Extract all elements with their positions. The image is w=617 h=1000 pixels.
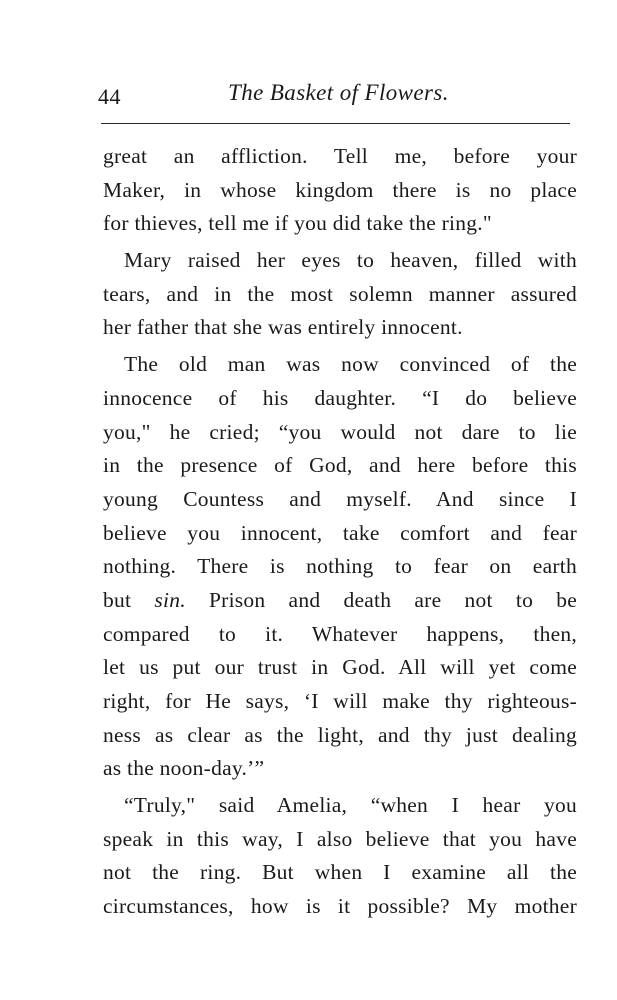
text-line: The old man was now convinced of the: [124, 352, 577, 377]
body-text: [103, 140, 577, 924]
text-line: “Truly," said Amelia, “when I hear you: [124, 793, 577, 818]
text-line-with-emphasis: [103, 584, 577, 618]
text-line: for thieves, tell me if you did take the ring.": [103, 211, 492, 236]
text-line: right, for He says, ‘I will make thy righteous-: [103, 689, 577, 713]
text-line: great an affliction. Tell me, before your: [103, 144, 577, 168]
text-line: ness as clear as the light, and thy just dealing: [103, 722, 577, 747]
text-line: tears, and in the most solemn manner assured: [103, 281, 577, 306]
text-line: innocence of his daughter. “I do believe: [103, 385, 577, 410]
text-line: compared to it. Whatever happens, then,: [103, 621, 577, 646]
text-line: you," he cried; “you would not dare to lie: [103, 419, 577, 444]
text-line: Mary raised her eyes to heaven, filled with: [124, 248, 577, 273]
text-line: not the ring. But when I examine all the: [103, 860, 577, 885]
text-line: circumstances, how is it possible? My mother: [103, 894, 577, 919]
text-line: speak in this way, I also believe that you have: [103, 826, 577, 851]
text-line: her father that she was entirely innocent.: [103, 315, 463, 340]
text-line: nothing. There is nothing to fear on earth: [103, 554, 577, 579]
header-rule: [101, 123, 570, 124]
text-line: as the noon-day.’”: [103, 756, 265, 781]
text-fragment: but: [103, 587, 155, 612]
text-line: Maker, in whose kingdom there is no place: [103, 177, 577, 202]
italic-emphasis: sin.: [154, 587, 186, 612]
text-line: young Countess and myself. And since I: [103, 486, 577, 511]
page-number: 44: [98, 84, 121, 109]
text-line: in the presence of God, and here before this: [103, 453, 577, 478]
text-fragment: Prison and death are not to be: [185, 587, 577, 612]
page-header: [98, 80, 570, 114]
text-line: let us put our trust in God. All will yet come: [103, 655, 577, 680]
running-title: The Basket of Flowers.: [228, 80, 449, 105]
text-line: believe you innocent, take comfort and fear: [103, 520, 577, 545]
